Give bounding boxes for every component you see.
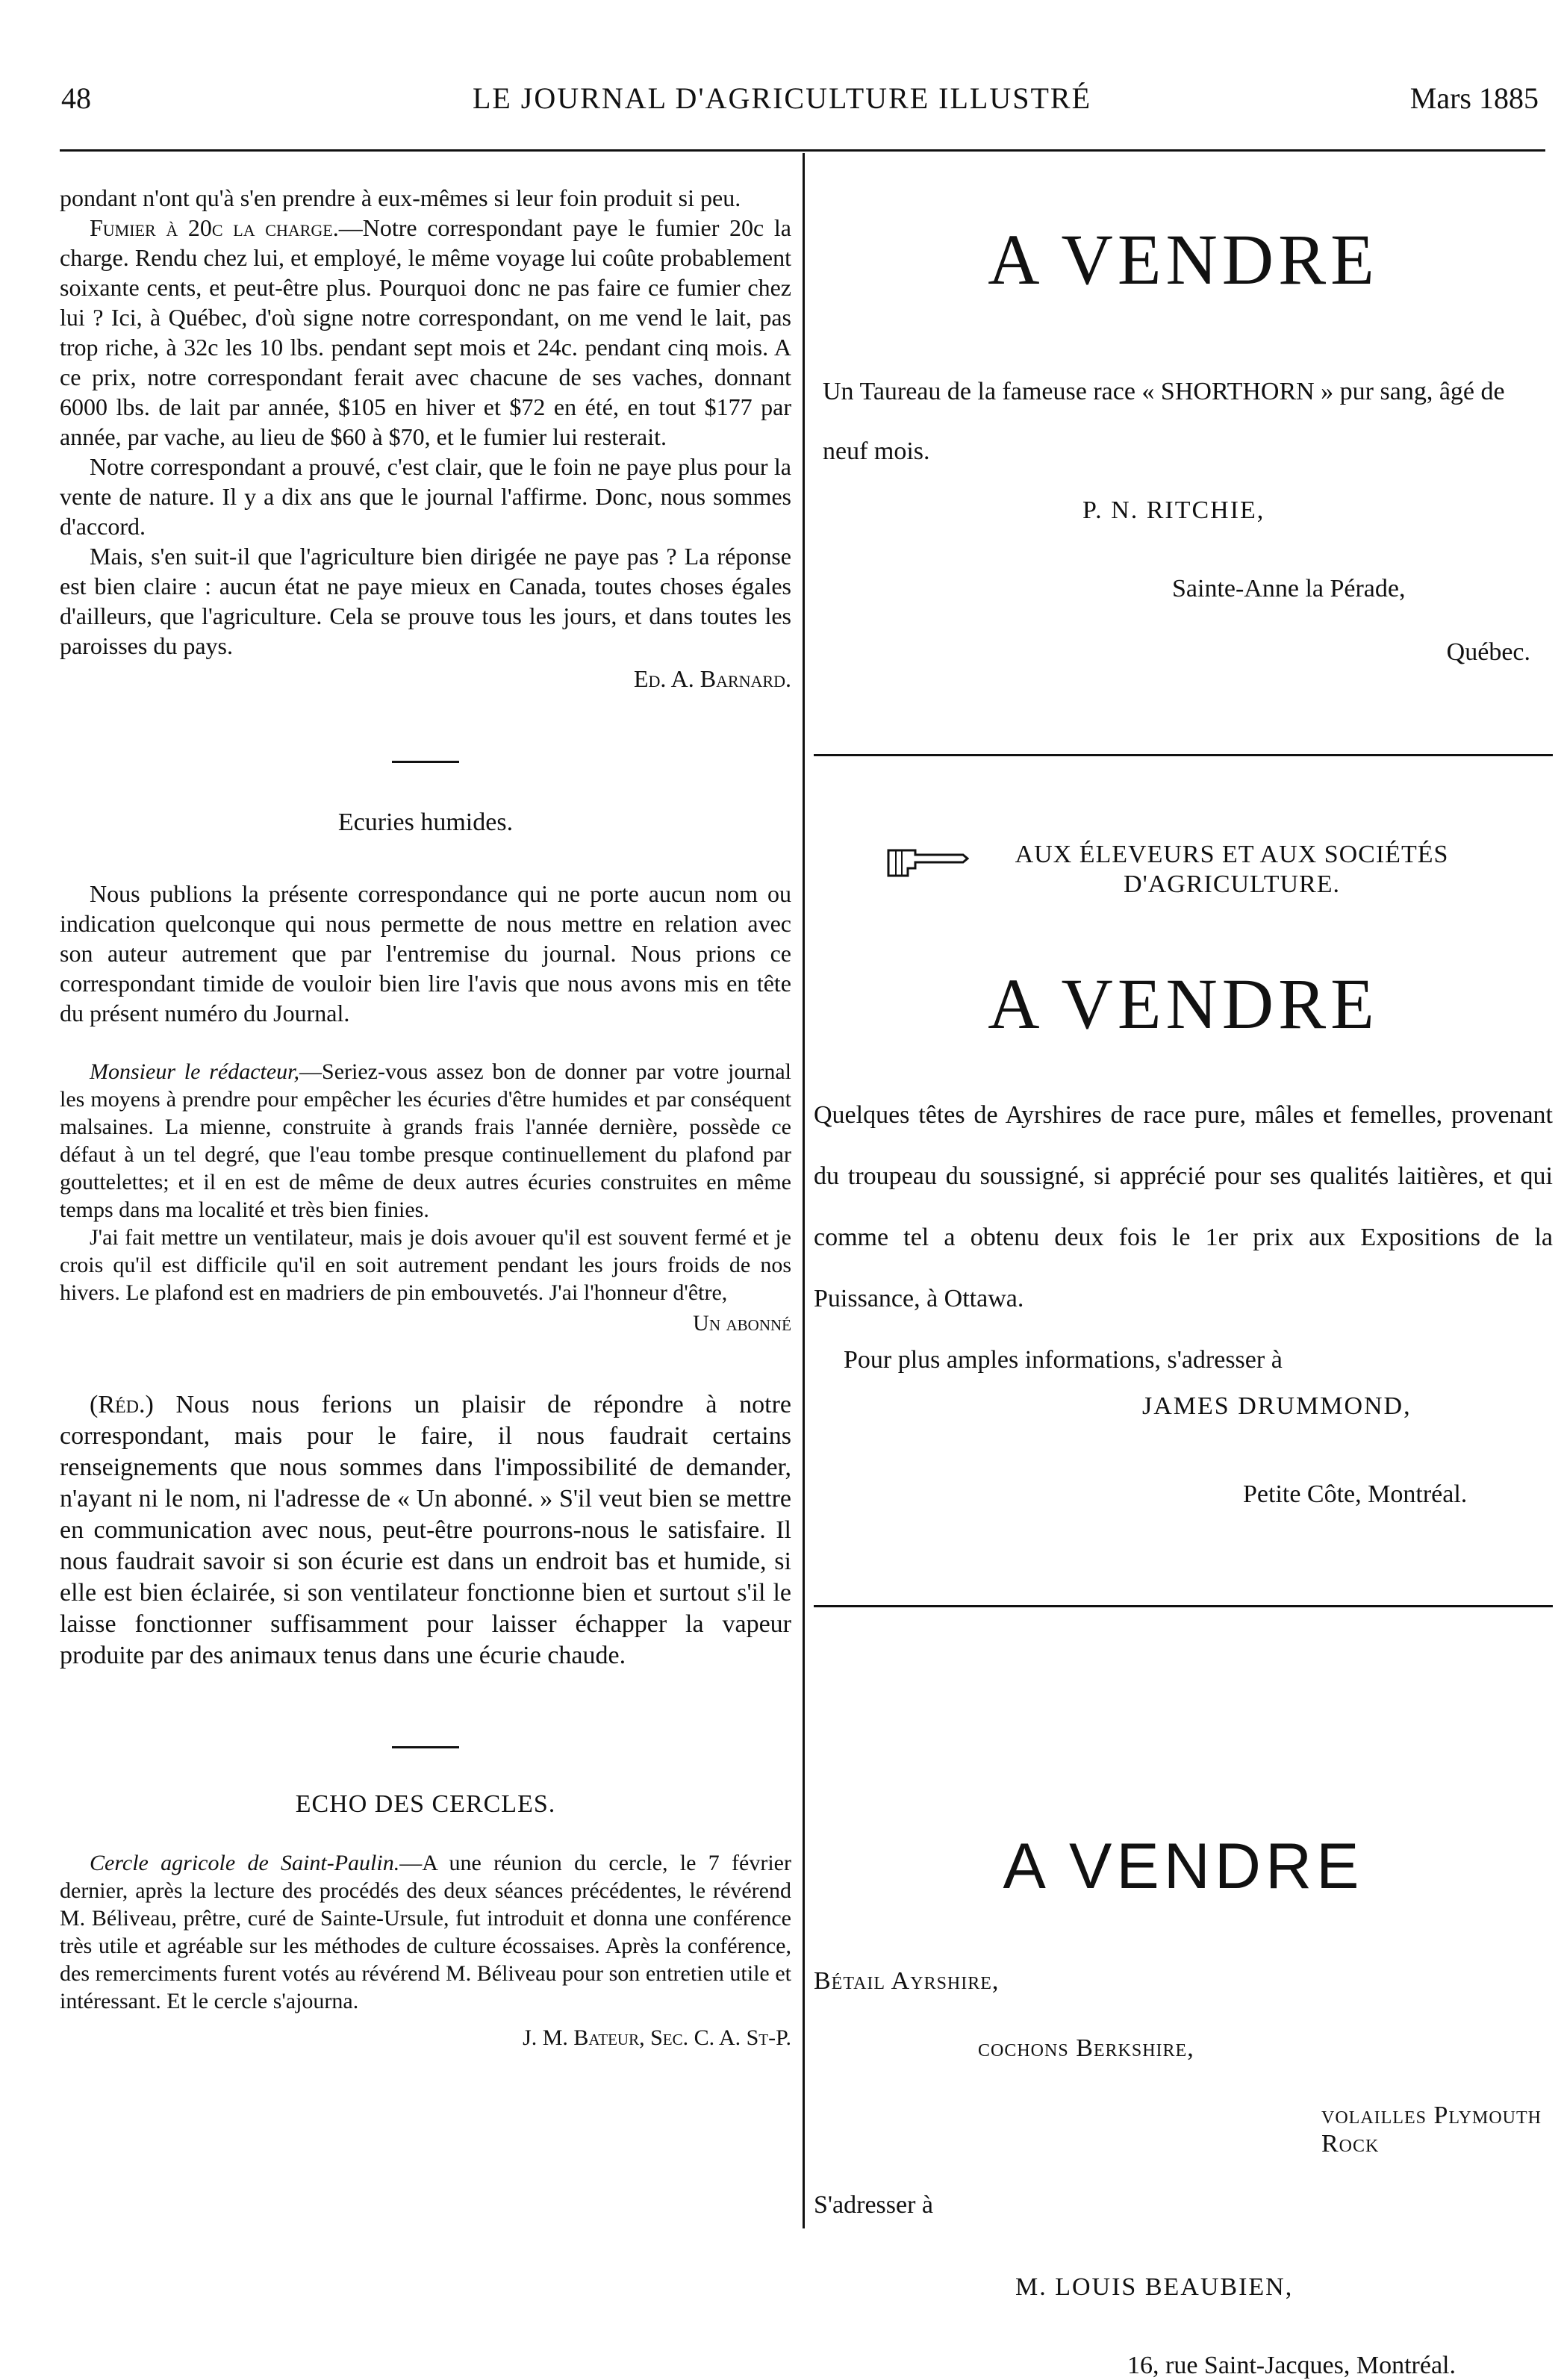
ad-item: Bétail Ayrshire, — [814, 1967, 1000, 1995]
paragraph: Notre correspondant a prouvé, c'est clair, que le foin ne paye plus pour la vente de nature. Il y a dix ans que le journal l'affirme. Donc, nous sommes d'accord. — [60, 453, 791, 540]
paragraph-body: —Notre correspondant paye le fumier 20c la charge. Rendu chez lui, et employé, le même voyage lui coûte probablement soixante cents, et peut-être plus. Pourquoi donc ne pas faire ce fumier chez lui ? Ici, à Québec, d'où signe notre correspondant, on me vend le lait, pas trop riche, à 32c les 10 lbs. pendant sept mois et 24c. pendant cinq mois. A ce prix, notre correspondant ferait avec chacune de ses vaches, donnant 6000 lbs. de lait par année, $105 en hiver et $72 en été, en tout $177 par année, par vache, au lieu de $60 à $70, et le fumier lui resterait. — [60, 214, 792, 450]
paragraph — [60, 213, 791, 452]
paragraph-lead: Cercle agricole de Saint-Paulin. — [90, 1851, 400, 1875]
notice-heading — [971, 840, 1493, 900]
echo-article — [60, 1849, 791, 2052]
ad-title: A VENDRE — [1003, 1831, 1364, 1902]
ad-divider — [814, 754, 1553, 756]
header-rule — [60, 149, 1545, 152]
ad-title: A VENDRE — [988, 964, 1379, 1044]
paragraph: Nous publions la présente correspondance qui ne porte aucun nom ou indication quelconque qui nous permette de nous mettre en relation avec son auteur autrement que par l'entremise du journal. Nous prions ce correspondant timide de vouloir bien lire l'avis que nous avons mis en tête du présent numéro du Journal. — [60, 880, 791, 1027]
letter-salutation: Monsieur le rédacteur, — [90, 1059, 300, 1084]
ad-contact-label: S'adresser à — [814, 2191, 934, 2219]
paragraph: Pour plus amples informations, s'adresser à — [844, 1346, 1283, 1374]
left-column — [60, 183, 791, 2052]
editor-reply — [60, 1389, 791, 1672]
paragraph-body: —A une réunion du cercle, le 7 février dernier, après la lecture des procédés des deux séances précédentes, le révérend M. Béliveau, prêtre, curé de Sainte-Ursule, fut introduit et donna une conférence très utile et agréable sur les méthodes de culture écossaises. Après la conférence, des remerciments furent votés au révérend M. Béliveau pour son entretien utile et intéressant. Et le cercle s'ajourna. — [60, 1851, 791, 2013]
section-heading: Ecuries humides. — [337, 809, 514, 836]
ad-contact-name: M. LOUIS BEAUBIEN, — [1015, 2273, 1294, 2301]
paragraph: J'ai fait mettre un ventilateur, mais je dois avouer qu'il est souvent fermé et je crois qu'il est difficile qu'il en soit autrement pendant les jours froids de nos hivers. Le plafond est en madriers de pin embouvetés. J'ai l'honneur d'être, — [60, 1225, 791, 1305]
ad-contact-name: JAMES DRUMMOND, — [1142, 1392, 1412, 1420]
section-heading: ECHO DES CERCLES. — [295, 1790, 556, 1818]
paragraph: Mais, s'en suit-il que l'agriculture bien dirigée ne paye pas ? La réponse est bien claire : aucun état ne paye mieux en Canada, toutes choses égales d'ailleurs, que l'agriculture. Cela se prouve tous les jours, et dans toutes les paroisses du pays. — [60, 543, 791, 659]
paragraph-body: —Seriez-vous assez bon de donner par votre journal les moyens à prendre pour empêcher les écuries d'être humides et par conséquent malsaines. La mienne, construite à grands frais l'année dernière, possède ce défaut à un tel degré, que l'eau tombe presque continuellement du plafond par gouttelettes; et il en est de même de deux autres écuries construites en même temps dans ma localité et très bien finies. — [60, 1059, 791, 1222]
ad-contact-place: Petite Côte, Montréal. — [1243, 1480, 1468, 1508]
pointing-hand-icon — [885, 846, 969, 879]
ad-contact-name: P. N. RITCHIE, — [1082, 496, 1265, 524]
journal-title: LE JOURNAL D'AGRICULTURE ILLUSTRÉ — [472, 81, 1092, 115]
issue-date: Mars 1885 — [1409, 81, 1539, 115]
signature: Un abonné — [693, 1311, 791, 1336]
paragraph — [60, 1389, 791, 1672]
ad-text — [814, 1085, 1553, 1391]
ad-contact-city: Québec. — [1446, 638, 1530, 666]
page-number: 48 — [61, 81, 91, 115]
section-divider — [392, 761, 459, 763]
paragraph: Quelques têtes de Ayrshires de race pure, mâles et femelles, provenant du troupeau du soussigné, si apprécié pour ses qualités laitières, et qui comme tel a obtenu deux fois le 1er prix aux Expositions de la Puissance, à Ottawa. — [814, 1101, 1553, 1312]
paragraph-body: Nous nous ferions un plaisir de répondre à notre correspondant, mais pour le faire, il nous faudrait certains renseignements que nous sommes dans l'impossibilité de demander, n'ayant ni le nom, ni l'adresse de « Un abonné. » S'il veut bien se mettre en communication avec nous, peut-être pourrons-nous le satisfaire. Il nous faudrait savoir si son écurie est dans un endroit bas et humide, si elle est bien éclairée, si son ventilateur fonctionne bien et surtout s'il le laisse fonctionner suffisamment pour laisser échapper la vapeur produite par des animaux tenus dans une écurie chaude. — [60, 1391, 792, 1669]
ad-divider — [814, 1605, 1553, 1607]
section-divider — [392, 1746, 459, 1748]
ad-contact-address: 16, rue Saint-Jacques, Montréal. — [1127, 2352, 1456, 2379]
paragraph: pondant n'ont qu'à s'en prendre à eux-mêmes si leur foin produit si peu. — [60, 184, 741, 211]
notice-line: D'AGRICULTURE. — [1124, 870, 1340, 898]
page-header — [0, 81, 1564, 125]
paragraph — [60, 1849, 791, 2015]
reply-lead: (Réd.) — [90, 1391, 154, 1418]
ad-item: volailles Plymouth Rock — [1321, 2102, 1542, 2158]
paragraph-lead: Fumier à 20c la charge. — [90, 214, 339, 241]
letter — [60, 1058, 791, 1337]
paragraph — [60, 1058, 791, 1224]
ad-contact-place: Sainte-Anne la Pérade, — [1172, 575, 1406, 602]
ad-text: Un Taureau de la fameuse race « SHORTHORN » pur sang, âgé de neuf mois. — [823, 378, 1505, 465]
notice-line: AUX ÉLEVEURS ET AUX SOCIÉTÉS — [1015, 841, 1449, 868]
column-rule — [803, 153, 805, 2228]
ad-title: A VENDRE — [988, 219, 1379, 299]
signature: Ed. A. Barnard. — [633, 665, 791, 692]
ad-item: cochons Berkshire, — [978, 2034, 1194, 2062]
signature: J. M. Bateur, Sec. C. A. St-P. — [523, 2025, 791, 2050]
